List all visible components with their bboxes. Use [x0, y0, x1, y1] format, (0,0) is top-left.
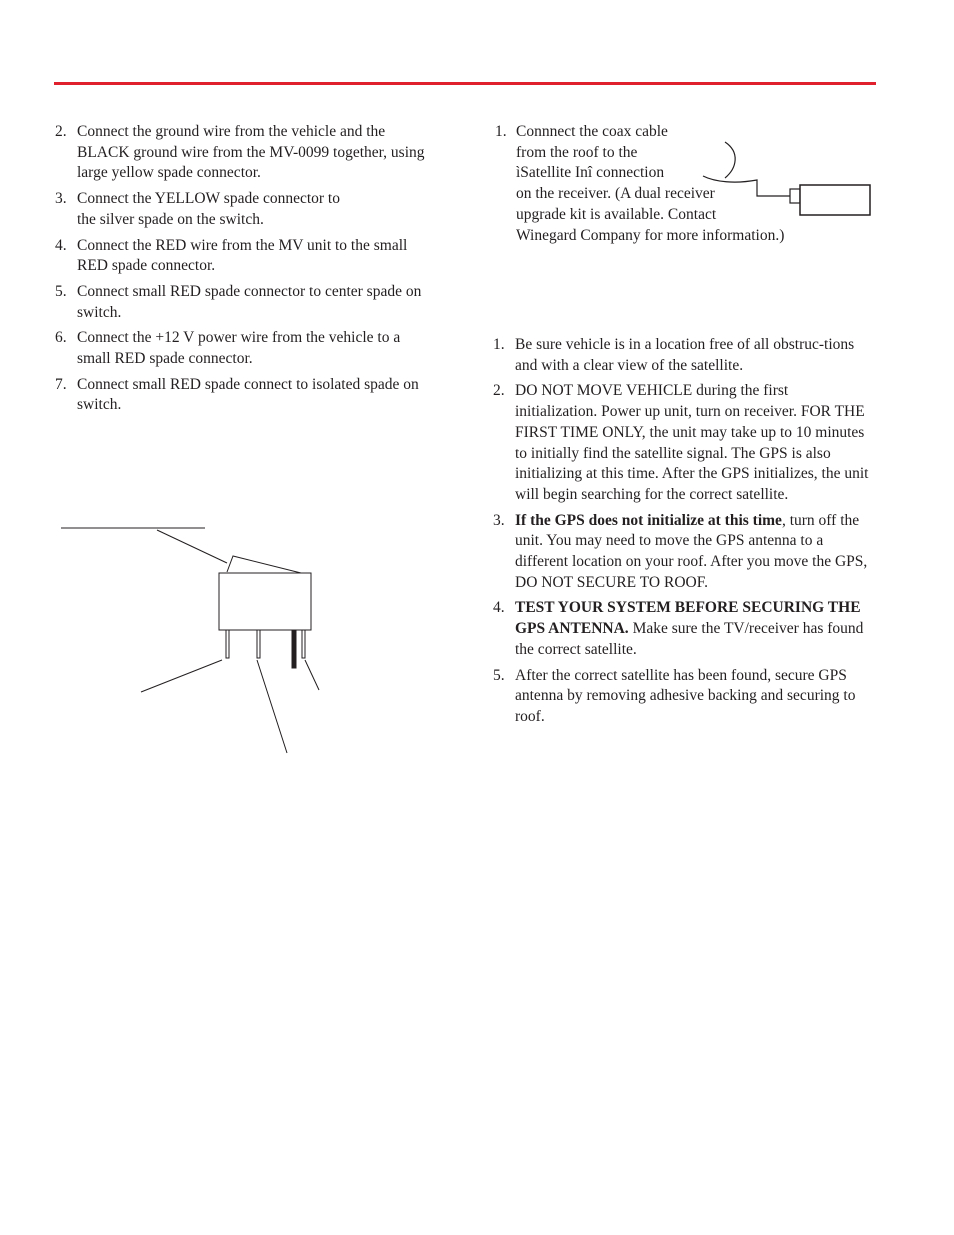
step-text: , turn off the unit. You may need to move the GPS antenna to a different location on your roof. After you move the GPS, DO NOT SECURE TO ROOF.	[515, 511, 868, 591]
list-item: 6. Connect the +12 V power wire from the vehicle to a small RED spade connector.	[55, 329, 401, 368]
step-text-line: Winegard Company for more information.)	[516, 226, 785, 244]
list-item: 4. TEST YOUR SYSTEM BEFORE SECURING THE GPS ANTENNA. Make sure the TV/receiver has found the correct satellite.	[493, 599, 864, 658]
receiver-coax-diagram	[695, 138, 880, 223]
list-item: 4. Connect the RED wire from the MV unit to the small RED spade connector.	[55, 236, 408, 275]
step-text-line: upgrade kit is available. Contact	[516, 205, 717, 223]
step-text-line: Connnect the coax cable	[516, 123, 668, 140]
step-text-line: on the receiver. (A dual receiver	[516, 185, 715, 203]
step-text: DO NOT MOVE VEHICLE during the first initialization. Power up unit, turn on receiver. FOR THE FIRST TIME ONLY, the unit may take up to 10 minutes to initially find the satellite signal. The GPS is also initializing at this time. After the GPS initializes, the unit will begin searching for the correct satellite.	[515, 382, 869, 503]
step-text: After the correct satellite has been found, secure GPS antenna by removing adhesive backing and securing to roof.	[515, 666, 856, 725]
list-item: 1. Be sure vehicle is in a location free of all obstruc-tions and with a clear view of the satellite.	[493, 336, 855, 374]
step-bold-text: If the GPS does not initialize at this time	[515, 511, 782, 529]
list-item: 2. Connect the ground wire from the vehicle and the BLACK ground wire from the MV-0099 together, using large yellow spade connector.	[55, 123, 425, 182]
list-item: 3. If the GPS does not initialize at this time, turn off the unit. You may need to move the GPS antenna to a different location on your roof. After you move the GPS, DO NOT SECURE TO ROOF.	[493, 511, 868, 591]
list-item: 7. Connect small RED spade connect to isolated spade on switch.	[55, 375, 419, 414]
step-text: Connect the RED wire from the MV unit to the small RED spade connector.	[77, 236, 408, 275]
step-text: Connect small RED spade connector to center spade on switch.	[77, 282, 422, 321]
step-text-line: from the roof to the	[516, 143, 638, 161]
startup-steps-list	[493, 335, 873, 733]
header-rule	[54, 82, 876, 85]
step-text: the silver spade on the switch.	[77, 210, 264, 228]
list-item: 1. Connnect the coax cable from the roof to the ìSatellite Inî connection on the receiver. (A dual receiver upgrade kit is available. Contact Winegard Company for more information.)	[495, 123, 785, 244]
rocker-switch-diagram	[55, 520, 335, 760]
step-text-line: ìSatellite Inî connection	[516, 164, 665, 182]
step-text: Make sure the TV/receiver has found the correct satellite.	[515, 620, 864, 658]
step-text: Connect the +12 V power wire from the vehicle to a small RED spade connector.	[77, 329, 401, 368]
step-text: Connect small RED spade connect to isolated spade on switch.	[77, 375, 419, 414]
step-text: Connect the ground wire from the vehicle and the BLACK ground wire from the MV-0099 together, using large yellow spade connector.	[77, 123, 425, 182]
list-item: 2. DO NOT MOVE VEHICLE during the first initialization. Power up unit, turn on receiver. FOR THE FIRST TIME ONLY, the unit may take up to 10 minutes to initially find the satellite signal. The GPS is also initializing at this time. After the GPS initializes, the unit will begin searching for the correct satellite.	[493, 382, 869, 503]
step-text: Connect the YELLOW spade connector to	[77, 190, 340, 208]
list-item: 5. After the correct satellite has been found, secure GPS antenna by removing adhesive backing and securing to roof.	[493, 666, 856, 725]
wiring-steps-list	[55, 122, 435, 421]
list-item: 5. Connect small RED spade connector to center spade on switch.	[55, 282, 422, 321]
step-bold-text: TEST YOUR SYSTEM BEFORE SECURING THE GPS ANTENNA.	[515, 599, 861, 638]
list-item: 3. Connect the YELLOW spade connector to the silver spade on the switch.	[55, 190, 340, 228]
step-text: Be sure vehicle is in a location free of all obstruc-tions and with a clear view of the satellite.	[515, 336, 855, 374]
